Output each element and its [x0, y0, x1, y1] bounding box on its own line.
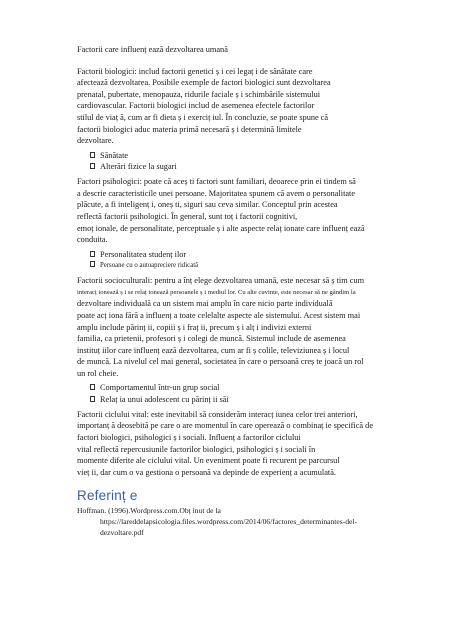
- text-line: reflectă factorii psihologici. În general, sunt toț i factorii cognitivi,: [77, 211, 298, 221]
- text-line: amplu include părinț ii, copiii ș i fraț ii, precum ș i alț i indivizi externi: [77, 322, 312, 332]
- psychological-examples-list: [90, 249, 412, 271]
- list-item-label: Relaț ia unui adolescent cu părinț ii săi: [100, 394, 229, 404]
- text-line: dezvoltare individuală ca un sistem mai amplu în care nicio parte individuală: [77, 299, 333, 309]
- list-item: [90, 382, 412, 393]
- text-line: dezvoltare.: [77, 136, 114, 146]
- text-line: poate acț iona fără a influenț a toate celelalte aspecte ale sistemului. Acest sistem mai: [77, 310, 361, 320]
- text-line: emoț ionale, de personalitate, perceptuale ș i alte aspecte relaț ionate care influenț ează: [77, 223, 365, 233]
- text-line: afectează dezvoltarea. Posibile exemple de factori biologici sunt dezvoltarea: [77, 78, 331, 88]
- document-content: [77, 44, 412, 539]
- text-line: factori biologici, psihologici ș i sociali. Influenț a factorilor ciclului: [77, 433, 301, 443]
- list-item-label: Sănătate: [100, 150, 129, 160]
- checkbox-bullet-icon: [90, 261, 95, 267]
- text-line: un rol cheie.: [77, 368, 119, 378]
- text-line: Factorii ciclului vital: este inevitabil să considerăm interacț iunea celor trei anteriori,: [77, 409, 358, 419]
- paragraph-biological-factors: [77, 66, 412, 147]
- paragraph-psychological-factors: [77, 176, 412, 246]
- checkbox-bullet-icon: [90, 163, 95, 169]
- checkbox-bullet-icon: [90, 396, 95, 402]
- text-line: conduita.: [77, 235, 108, 245]
- list-item: [90, 260, 412, 271]
- text-line: a descrie caracteristicile unei persoane. Majoritatea spunem că avem o personalitate: [77, 188, 356, 198]
- reference-url[interactable]: https://lareddelapsicologia.files.wordpress.com/2014/06/factores_determinantes-del-: [100, 517, 358, 527]
- text-line: interacț ionează ș i se relaț ionează persoanele ș i mediul lor. Cu alte cuvinte, este necesar să ne gândim la: [77, 288, 356, 296]
- text-line: plăcute, a fi inteligenț i, oneș ti, siguri sau ceva similar. Conceptul prin acestea: [77, 200, 338, 210]
- paragraph-life-cycle-factors: [77, 409, 412, 479]
- text-line: momente diferite ale ciclului vital. Un eveniment poate fi recurent pe parcursul: [77, 456, 340, 466]
- list-item: [90, 394, 412, 405]
- text-line: importanț ă deosebită pe care o are momentul în care operează o combinaț ie specifică de: [77, 421, 374, 431]
- list-item: [90, 249, 412, 260]
- reference-url-continued[interactable]: dezvoltare.pdf: [100, 528, 144, 538]
- text-line: instituț iilor care influenț ează dezvoltarea, cum ar fi ș colile, televiziunea ș i locul: [77, 345, 350, 355]
- text-line: factorii biologici aduc materia primă necesară ș i determină limitele: [77, 124, 302, 134]
- text-line: Factorii socioculturali: pentru a înț elege dezvoltarea umană, este necesar să ș tim cum: [77, 276, 365, 286]
- list-item-label: Persoane cu o autoapreciere ridicată: [100, 261, 199, 269]
- reference-citation: Hoffman. (1996).Wordpress.com.Obț inut de la: [77, 506, 221, 516]
- text-line: prenatal, pubertate, menopauza, ridurile faciale ș i schimbările sistemului: [77, 89, 321, 99]
- text-line: Factorii biologici: includ factorii genetici ș i cei legaț i de sănătate care: [77, 66, 313, 76]
- list-item: [90, 150, 412, 161]
- list-item-label: Alterări fizice la sugari: [100, 161, 177, 171]
- paragraph-sociocultural-factors: [77, 275, 412, 379]
- text-line: stilul de viaț ă, cum ar fi dieta ș i exerciț iul. În concluzie, se poate spune că: [77, 112, 329, 122]
- text-line: cardiovascular. Factorii biologici includ de asemenea efectele factorilor: [77, 101, 315, 111]
- checkbox-bullet-icon: [90, 251, 95, 257]
- list-item-label: Personalitatea studenț ilor: [100, 249, 187, 259]
- sociocultural-examples-list: [90, 382, 412, 404]
- text-line: vieț ii, dar cum o va gestiona o persoană va depinde de experienț a acumulată.: [77, 467, 336, 477]
- text-line: de muncă. La nivelul cel mai general, societatea în care o persoană creș te joacă un rol: [77, 357, 364, 367]
- references-heading: Referinț e: [77, 488, 138, 504]
- intro-heading: Factorii care influenț ează dezvoltarea umană: [77, 45, 228, 54]
- text-line: vital reflectă repercusiunile factorilor biologici, psihologici ș i sociali în: [77, 444, 316, 454]
- text-line: Factori psihologici: poate că aceș ti factori sunt familiari, deoarece prin ei tindem să: [77, 177, 356, 187]
- list-item-label: Comportamentul într-un grup social: [100, 383, 220, 393]
- biological-examples-list: [90, 150, 412, 172]
- reference-entry: [77, 506, 412, 538]
- text-line: familia, ca prietenii, profesori ș i colegi de muncă. Sistemul include de asemenea: [77, 334, 346, 344]
- checkbox-bullet-icon: [90, 152, 95, 158]
- checkbox-bullet-icon: [90, 384, 95, 390]
- list-item: [90, 161, 412, 172]
